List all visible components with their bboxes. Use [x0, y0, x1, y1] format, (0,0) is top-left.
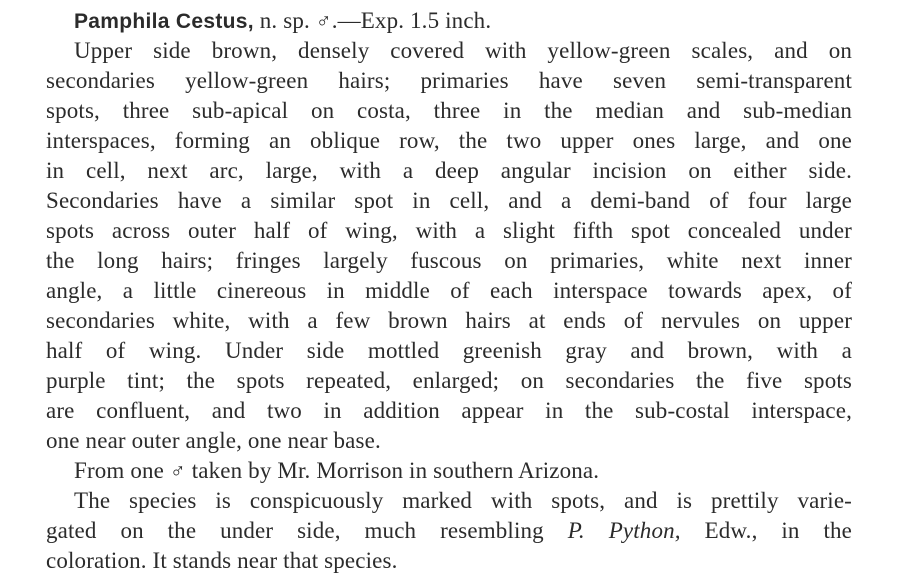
remarks-text: Edw., in the: [704, 518, 852, 543]
collection-note-end: taken by Mr. Morrison in southern Arizona.: [191, 458, 600, 483]
description-line: half of wing. Under side mottled greenish gray and brown, with a: [46, 338, 852, 363]
description-line: angle, a little cinereous in middle of each interspace towards apex, of: [46, 278, 852, 303]
description-line: secondaries yellow-green hairs; primaries have seven semi-transparent: [46, 68, 852, 93]
description-line: the long hairs; fringes largely fuscous on primaries, white next inner: [46, 248, 852, 273]
remarks-text: gated on the under side, much resembling: [46, 518, 544, 543]
remarks-line: coloration. It stands near that species.: [46, 548, 398, 573]
description-line: are confluent, and two in addition appear in the sub-costal interspace,: [46, 398, 852, 423]
species-name: Pamphila Cestus,: [74, 10, 254, 33]
description-line: purple tint; the spots repeated, enlarged; on secondaries the five spots: [46, 368, 852, 393]
new-species-designation: n. sp.: [259, 8, 310, 33]
description-line: spots, three sub-apical on costa, three in the median and sub-median: [46, 98, 852, 123]
description-line: Upper side brown, densely covered with yellow-green scales, and on: [74, 38, 852, 63]
male-symbol: ♂: [315, 9, 332, 33]
male-symbol: ♂: [169, 459, 186, 483]
description-line: Secondaries have a similar spot in cell, and a demi-band of four large: [46, 188, 852, 213]
description-line: interspaces, forming an oblique row, the two upper ones large, and one: [46, 128, 852, 153]
entry-heading: [74, 6, 852, 36]
description-line: one near outer angle, one near base.: [46, 428, 381, 453]
compared-species: P. Python,: [567, 518, 681, 543]
description-line: spots across outer half of wing, with a slight fifth spot concealed under: [46, 218, 852, 243]
wing-expanse: .—Exp. 1.5 inch.: [331, 8, 492, 33]
collection-note: [74, 456, 852, 486]
description-line: secondaries white, with a few brown hairs at ends of nervules on upper: [46, 308, 852, 333]
collection-note-start: From one: [74, 458, 164, 483]
description-line: in cell, next arc, large, with a deep angular incision on either side.: [46, 158, 852, 183]
remarks-line: [46, 516, 852, 546]
remarks-line: The species is conspicuously marked with spots, and is prettily varie-: [74, 488, 852, 513]
